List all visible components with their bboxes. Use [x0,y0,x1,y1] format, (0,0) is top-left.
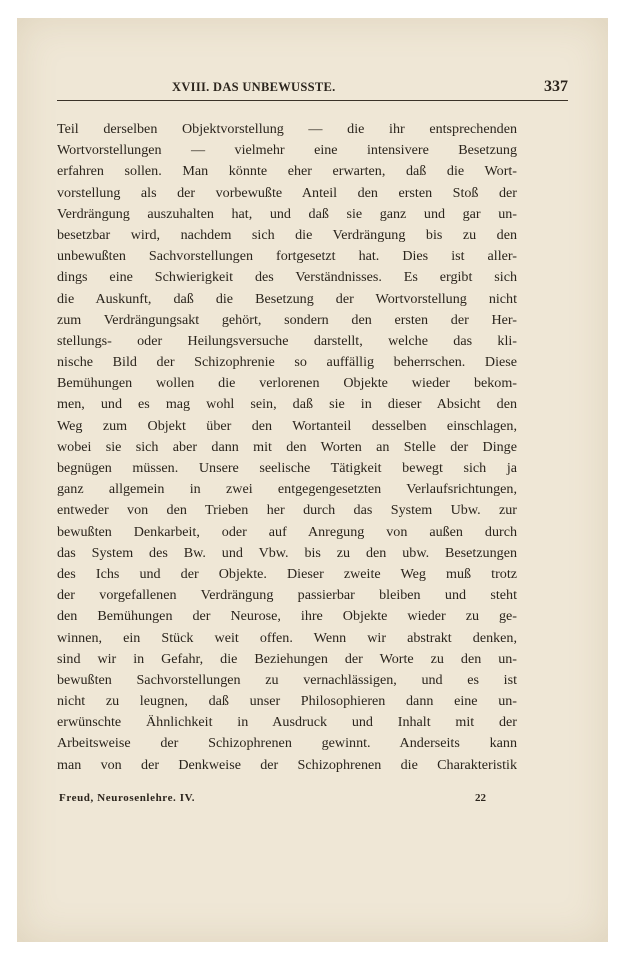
text-line: entweder von den Trieben her durch das System Ubw. zur [57,502,517,519]
text-line: dings eine Schwierigkeit des Verständnisses. Es ergibt sich [57,269,517,286]
text-line: zum Verdrängungsakt gehört, sondern den ersten der Her- [57,311,517,328]
text-line: wobei sie sich aber dann mit den Worten an Stelle der Dinge [57,438,517,455]
text-line: erfahren sollen. Man könnte eher erwarten, daß die Wort- [57,163,517,180]
text-line: Arbeitsweise der Schizophrenen gewinnt. Anderseits kann [57,735,517,752]
text-line: man von der Denkweise der Schizophrenen die Charakteristik [57,756,517,773]
printer-signature: Freud, Neurosenlehre. IV. [59,792,196,804]
text-line: vorstellung als der vorbewußte Anteil den ersten Stoß der [57,184,517,201]
running-title: XVIII. DAS UNBEWUSSTE. [172,80,336,94]
text-line: Verdrängung auszuhalten hat, und daß sie ganz und gar un- [57,205,517,222]
text-line: den Bemühungen der Neurose, ihre Objekte wieder zu ge- [57,608,517,625]
text-line: besetzbar wird, nachdem sich die Verdrängung bis zu den [57,226,517,243]
text-line: Bemühungen wollen die verlorenen Objekte wieder bekom- [57,375,517,392]
text-line: Weg zum Objekt über den Wortanteil desselben einschlagen, [57,417,517,434]
text-line: bewußten Sachvorstellungen zu vernachlässigen, und es ist [57,671,517,688]
text-line: die Auskunft, daß die Besetzung der Wortvorstellung nicht [57,290,517,307]
text-line: men, und es mag wohl sein, daß sie in dieser Absicht den [57,396,517,413]
text-line: bewußten Denkarbeit, oder auf Anregung von außen durch [57,523,517,540]
text-line: unbewußten Sachvorstellungen fortgesetzt hat. Dies ist aller- [57,248,517,265]
text-line: sind wir in Gefahr, die Beziehungen der Worte zu den un- [57,650,517,667]
text-line: ganz allgemein in zwei entgegengesetzten Verlaufsrichtungen, [57,481,517,498]
text-line: der vorgefallenen Verdrängung passierbar bleiben und steht [57,587,517,604]
text-line: winnen, ein Stück weit offen. Wenn wir abstrakt denken, [57,629,517,646]
text-line: des Ichs und der Objekte. Dieser zweite Weg muß trotz [57,565,517,582]
text-line: nicht zu leugnen, daß unser Philosophieren dann eine un- [57,693,517,710]
body-text [57,119,517,776]
text-line: Teil derselben Objektvorstellung — die ihr entsprechenden [57,121,517,137]
page-number: 337 [544,78,568,95]
book-page [17,18,608,942]
text-line: stellungs- oder Heilungsversuche darstellt, welche das kli- [57,332,517,349]
text-line: erwünschte Ähnlichkeit in Ausdruck und Inhalt mit der [57,714,517,731]
sheet-number: 22 [475,792,486,804]
text-line: nische Bild der Schizophrenie so auffällig beherrschen. Diese [57,354,517,371]
text-line: das System des Bw. und Vbw. bis zu den ubw. Besetzungen [57,544,517,561]
text-line: Wortvorstellungen — vielmehr eine intensivere Besetzung [57,142,517,159]
text-line: begnügen müssen. Unsere seelische Tätigkeit bewegt sich ja [57,460,517,476]
running-header [57,78,568,101]
